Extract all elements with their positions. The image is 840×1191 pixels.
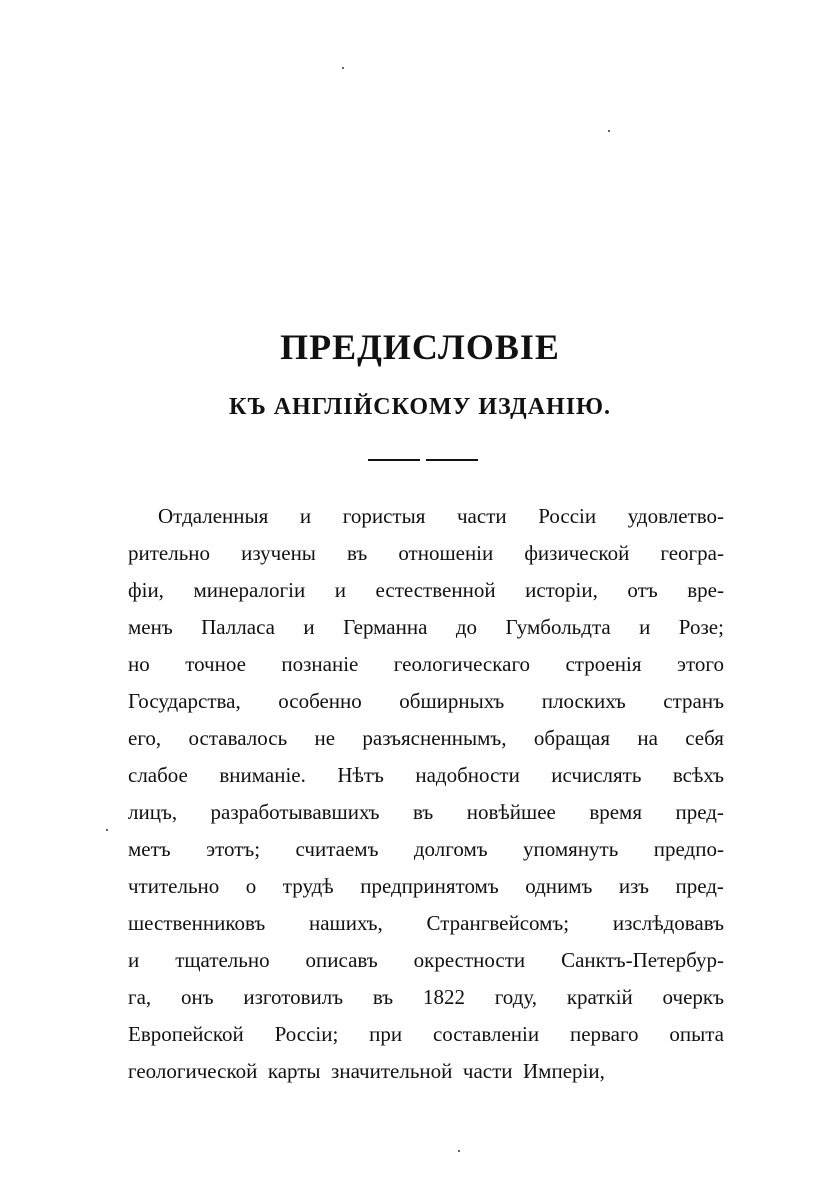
paragraph-line: слабое вниманіе. Нѣтъ надобности исчислять всѣхъ [128,763,724,787]
print-speck [106,829,108,831]
paragraph-line: метъ этотъ; считаемъ долгомъ упомянуть предпо- [128,837,724,861]
print-speck [458,1150,460,1152]
paragraph-line: менъ Палласа и Германна до Гумбольдта и Розе; [128,615,724,639]
divider-rule [368,459,478,461]
paragraph-line: его, оставалось не разъясненнымъ, обращая на себя [128,726,724,750]
page-title: ПРЕДИСЛОВІЕ [280,327,560,367]
paragraph-line: и тщательно описавъ окрестности Санктъ-Петербур- [128,948,724,972]
paragraph-line: Европейской Россіи; при составленіи перваго опыта [128,1022,724,1046]
paragraph-line: лицъ, разработывавшихъ въ новѣйшее время пред- [128,800,724,824]
body-paragraph [128,498,724,1090]
paragraph-line: Государства, особенно обширныхъ плоскихъ странъ [128,689,724,713]
paragraph-line: геологической карты значительной части Имперіи, [128,1059,605,1083]
paragraph-line: чтительно о трудѣ предпринятомъ однимъ изъ пред- [128,874,724,898]
print-speck [608,130,610,132]
paragraph-line: фіи, минералогіи и естественной исторіи, отъ вре- [128,578,724,602]
print-speck [342,67,344,69]
paragraph-line: шественниковъ нашихъ, Странгвейсомъ; изслѣдовавъ [128,911,724,935]
paragraph-line: Отдаленныя и гористыя части Россіи удовлетво- [158,504,724,528]
paragraph-line: но точное познаніе геологическаго строенія этого [128,652,724,676]
page-subtitle: КЪ АНГЛІЙСКОМУ ИЗДАНІЮ. [228,394,612,420]
paragraph-line: рительно изучены въ отношеніи физической геогра- [128,541,724,565]
paragraph-line: га, онъ изготовилъ въ 1822 году, краткій очеркъ [128,985,724,1009]
